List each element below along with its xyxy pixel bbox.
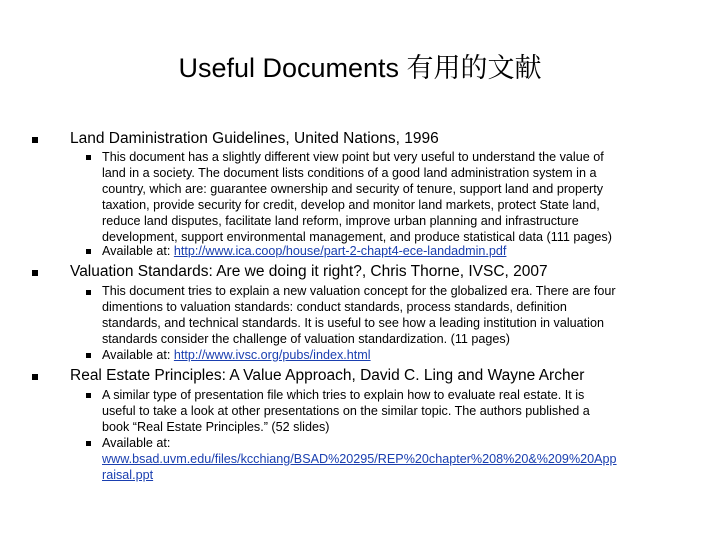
availability [102,243,682,259]
section-heading: Land Daministration Guidelines, United Nations, 1996 [70,130,439,147]
description-line: This document has a slightly different view point but very useful to understand the value of [102,150,604,164]
availability [102,347,682,363]
description-line: standards, and technical standards. It is useful to see how a leading institution in valuation [102,316,604,330]
section-heading: Real Estate Principles: A Value Approach, David C. Ling and Wayne Archer [70,367,585,384]
description-line: development, support environmental management, and produce statistical data (111 pages) [102,230,612,244]
bullet-square-icon [86,290,91,295]
bullet-square-icon [86,393,91,398]
document-link[interactable]: raisal.ppt [102,468,154,482]
bullet-square-icon [86,249,91,254]
bullet-square-icon [86,353,91,358]
available-label: Available at: [102,244,174,258]
bullet-square-icon [32,270,38,276]
section-description [102,149,682,245]
description-line: A similar type of presentation file which tries to explain how to evaluate real estate. It is [102,388,585,402]
bullet-square-icon [32,137,38,143]
bullet-square-icon [32,374,38,380]
description-line: useful to take a look at other presentations on the similar topic. The authors published a [102,404,590,418]
description-line: dimentions to valuation standards: conduct standards, process standards, definition [102,300,567,314]
description-line: book “Real Estate Principles.” (52 slides) [102,420,330,434]
section-description [102,387,682,435]
description-line: country, which are: guarantee ownership and security of tenure, support land and property [102,182,604,196]
description-line: standards consider the challenge of valuation standardization. (11 pages) [102,332,510,346]
description-line: land in a society. The document lists conditions of a good land administration system in a [102,166,597,180]
slide-title: Useful Documents 有用的文献 [178,53,542,83]
available-label: Available at: [102,348,174,362]
description-line: taxation, provide security for credit, develop and monitor land markets, protect State land, [102,198,600,212]
available-label: Available at: [102,436,171,450]
document-link[interactable]: www.bsad.uvm.edu/files/kcchiang/BSAD%20295/REP%20chapter%208%20&%209%20App [102,452,617,466]
description-line: reduce land disputes, facilitate land reform, improve urban planning and infrastructure [102,214,579,228]
availability [102,435,682,483]
document-link[interactable]: http://www.ica.coop/house/part-2-chapt4-ece-landadmin.pdf [173,244,507,258]
bullet-square-icon [86,155,91,160]
document-link[interactable]: http://www.ivsc.org/pubs/index.html [173,348,371,362]
bullet-square-icon [86,441,91,446]
section-description [102,283,682,347]
section-heading: Valuation Standards: Are we doing it right?, Chris Thorne, IVSC, 2007 [70,263,548,280]
description-line: This document tries to explain a new valuation concept for the globalized era. There are four [102,284,616,298]
